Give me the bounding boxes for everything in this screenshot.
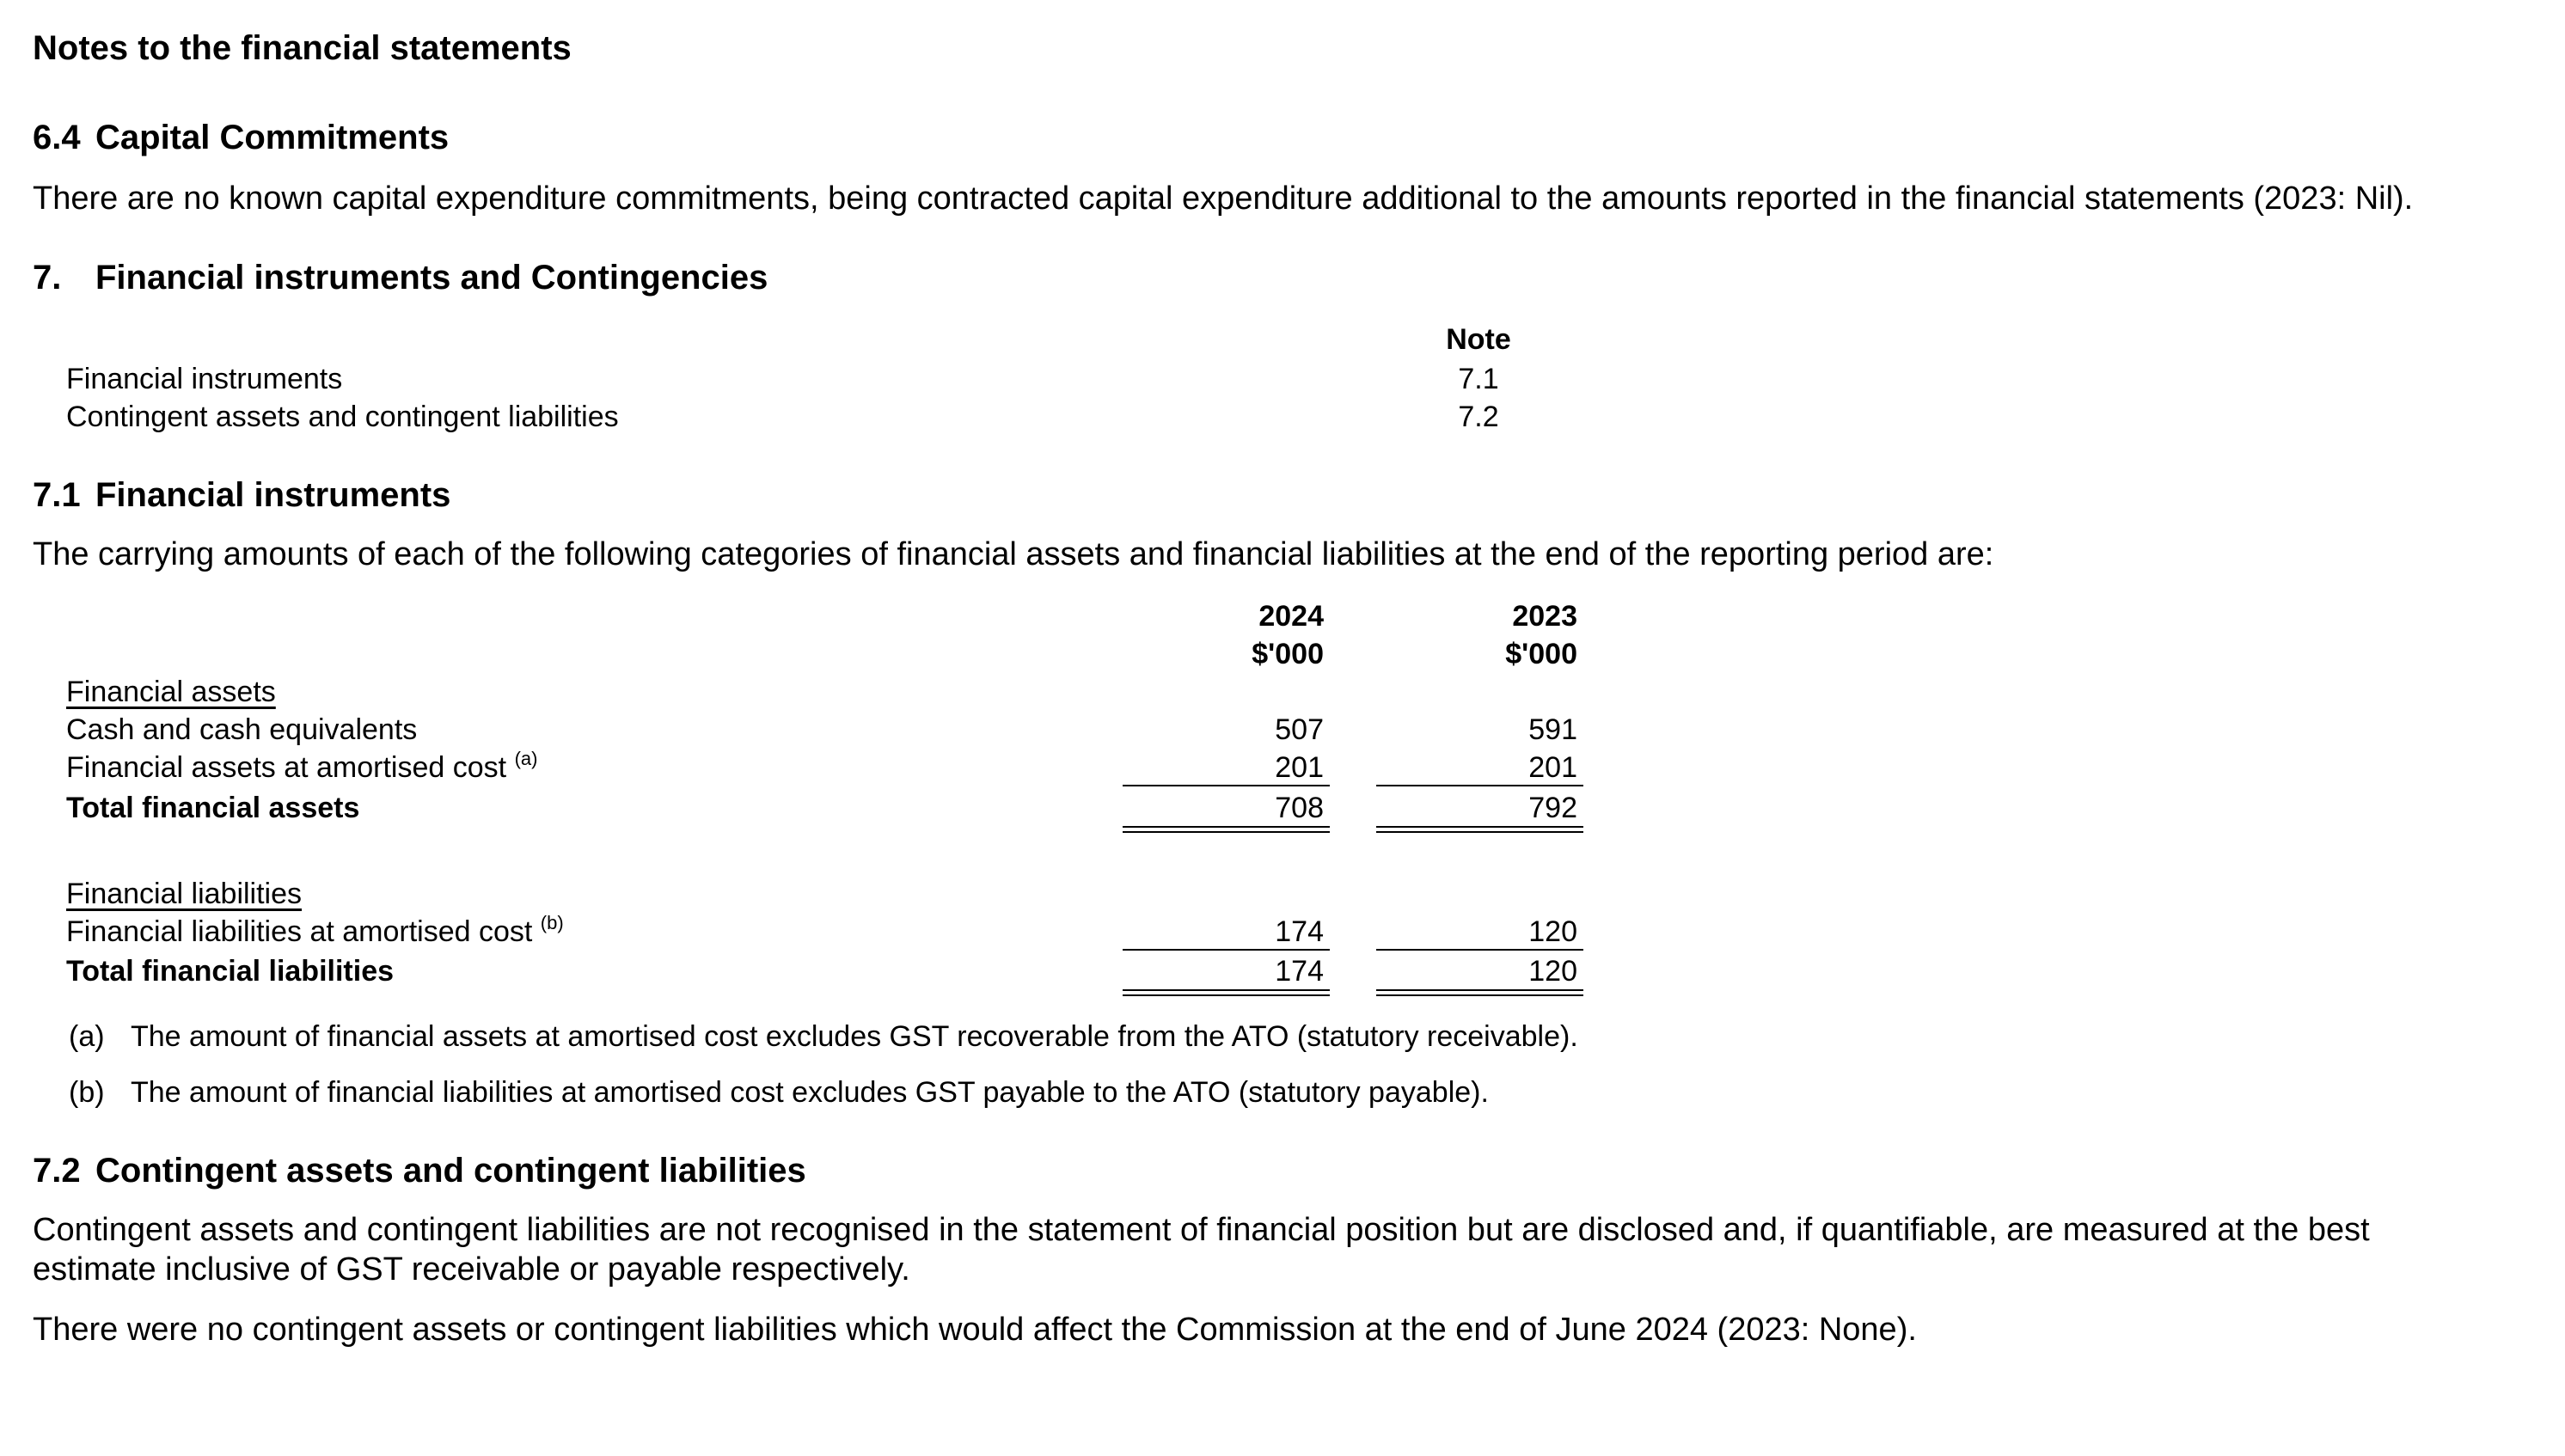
table-cell-2023: 591: [1528, 713, 1577, 746]
financial-assets-label: Financial assets: [66, 676, 276, 708]
section-7-2-paragraph-1-cont: estimate inclusive of GST receivable or payable respectively.: [33, 1251, 910, 1288]
footnote-text: The amount of financial liabilities at amortised cost excludes GST payable to the ATO (statutory payable).: [131, 1076, 1489, 1109]
table-cell-2023: 120: [1528, 915, 1577, 948]
total-double-rule: [1123, 989, 1330, 991]
financial-liabilities-label: Financial liabilities: [66, 878, 303, 910]
total-cell-2023: 120: [1528, 955, 1577, 988]
subtotal-rule: [1123, 949, 1330, 951]
section-6-4-heading: Capital Commitments: [95, 119, 450, 156]
total-cell-2023: 792: [1528, 792, 1577, 824]
footnote-ref: (a): [514, 748, 538, 769]
column-unit-2023: $'000: [1505, 638, 1577, 670]
note-column-header: Note: [1446, 323, 1511, 356]
total-row-label: Total financial liabilities: [66, 955, 395, 988]
page-title: Notes to the financial statements: [33, 29, 572, 67]
total-double-rule: [1376, 826, 1583, 828]
subtotal-rule: [1376, 949, 1583, 951]
total-cell-2024: 174: [1275, 955, 1324, 988]
section-7-1-heading: Financial instruments: [95, 476, 451, 514]
section-7-2-number: 7.2: [33, 1152, 81, 1190]
total-row-label: Total financial assets: [66, 792, 360, 824]
table-row-label: Cash and cash equivalents: [66, 713, 418, 746]
column-year-2023: 2023: [1512, 600, 1577, 633]
total-double-rule: [1376, 994, 1583, 996]
total-double-rule: [1123, 994, 1330, 996]
section-6-4-text: There are no known capital expenditure commitments, being contracted capital expenditure additional to the amounts reported in the financial statements (2023: Nil).: [33, 180, 2414, 217]
footnote-mark: (a): [69, 1020, 105, 1053]
total-double-rule: [1376, 831, 1583, 833]
section-7-heading: Financial instruments and Contingencies: [95, 259, 768, 297]
section-7-1-intro: The carrying amounts of each of the following categories of financial assets and financial liabilities at the end of the reporting period are:: [33, 536, 1994, 572]
table-row-label: Financial liabilities at amortised cost $^{(b)}$: [66, 912, 564, 948]
table-cell-2024: 507: [1275, 713, 1324, 746]
total-double-rule: [1123, 826, 1330, 828]
contents-row-note: 7.2: [1458, 401, 1499, 433]
table-cell-2024: 174: [1275, 915, 1324, 948]
total-cell-2024: 708: [1275, 792, 1324, 824]
contents-row-note: 7.1: [1458, 363, 1499, 395]
column-year-2024: 2024: [1258, 600, 1324, 633]
contents-row-label: Financial instruments: [66, 363, 343, 395]
table-cell-2024: 201: [1275, 751, 1324, 784]
table-row-label: Financial assets at amortised cost $^{(a)}$: [66, 748, 538, 784]
column-unit-2024: $'000: [1252, 638, 1324, 670]
footnote-text: The amount of financial assets at amortised cost excludes GST recoverable from the ATO (statutory receivable).: [131, 1020, 1578, 1053]
section-7-number: 7.: [33, 259, 62, 297]
section-7-2-paragraph-2: There were no contingent assets or contingent liabilities which would affect the Commission at the end of June 2024 (2023: None).: [33, 1312, 1917, 1348]
subtotal-rule: [1376, 785, 1583, 786]
subtotal-rule: [1123, 785, 1330, 786]
section-7-1-number: 7.1: [33, 476, 81, 514]
footnote-mark: (b): [69, 1076, 105, 1109]
contents-row-label: Contingent assets and contingent liabilities: [66, 401, 619, 433]
section-7-2-heading: Contingent assets and contingent liabilities: [95, 1152, 806, 1190]
footnote-ref: (b): [540, 912, 564, 933]
table-cell-2023: 201: [1528, 751, 1577, 784]
total-double-rule: [1123, 831, 1330, 833]
total-double-rule: [1376, 989, 1583, 991]
section-6-4-number: 6.4: [33, 119, 81, 156]
section-7-2-paragraph-1: Contingent assets and contingent liabilities are not recognised in the statement of financial position but are disclosed and, if quantifiable, are measured at the best: [33, 1212, 2370, 1248]
